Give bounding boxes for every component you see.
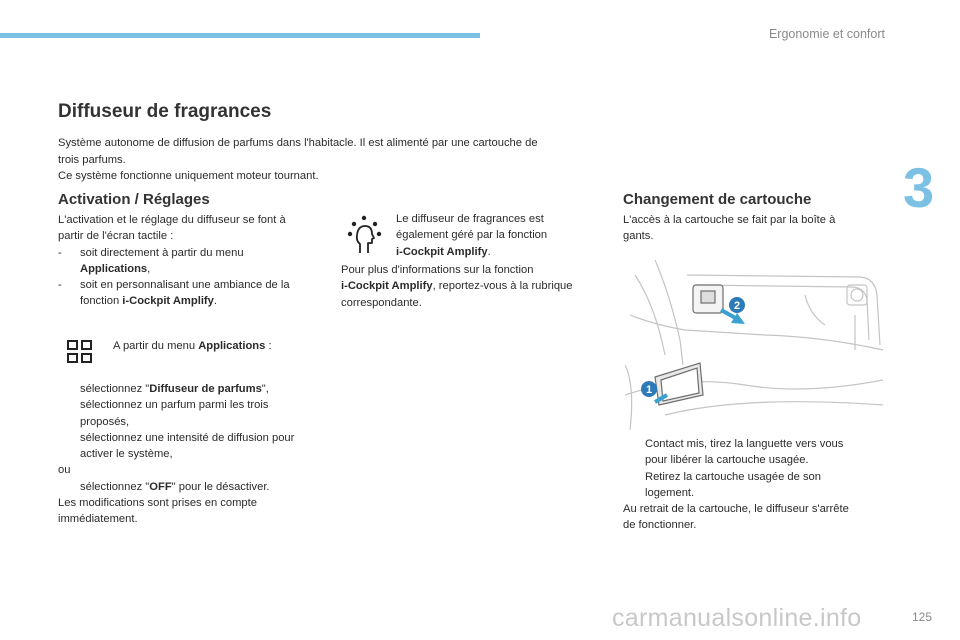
activation-intro — [58, 212, 328, 310]
step-item — [58, 430, 333, 463]
text-line: Retirez la cartouche usagée de son — [645, 470, 822, 483]
cartridge-heading: Changement de cartouche — [623, 191, 812, 208]
text-prefix: A partir du menu — [113, 340, 199, 352]
more-info — [341, 262, 611, 311]
activation-steps — [58, 381, 333, 528]
text-line — [341, 278, 611, 294]
activation-heading: Activation / Réglages — [58, 191, 210, 208]
bold-term: Diffuseur de parfums — [149, 383, 262, 395]
bold-term: i-Cockpit Amplify — [341, 280, 433, 293]
text-line: Le diffuseur de fragrances est — [396, 213, 544, 225]
step-item — [58, 479, 333, 495]
text-line — [80, 381, 269, 397]
text-prefix: sélectionnez " — [80, 383, 150, 395]
text-line — [80, 293, 290, 309]
dash-item — [58, 277, 328, 310]
intro-paragraph — [58, 135, 618, 185]
text-line: Les modifications sont prises en compte — [58, 497, 257, 510]
step-item — [623, 436, 883, 469]
dash-marker: - — [58, 279, 62, 292]
bold-term: Applications — [198, 340, 266, 352]
bold-term: Applications — [80, 262, 148, 275]
page-number: 125 — [912, 610, 933, 624]
text-tail: . — [213, 295, 217, 308]
text-line: Pour plus d'informations sur la fonction — [341, 264, 534, 276]
text-tail: . — [487, 245, 491, 258]
bullet-icon — [58, 397, 80, 430]
text-tail: , — [147, 262, 151, 275]
text-line: activer le système, — [80, 448, 173, 461]
text-line: soit directement à partir du menu — [80, 246, 244, 259]
text-tail: " pour le désactiver. — [171, 480, 270, 493]
callout-2-label: 2 — [733, 300, 741, 312]
section-title: Ergonomie et confort — [768, 27, 885, 41]
intro-line: Ce système fonctionne uniquement moteur tournant. — [58, 170, 319, 182]
text-line: logement. — [645, 486, 695, 499]
bullet-icon — [58, 381, 80, 397]
text-line: immédiatement. — [58, 513, 138, 526]
menu-instruction — [113, 340, 272, 352]
text-line: sélectionnez une intensité de diffusion pour — [80, 431, 295, 444]
info-note — [396, 211, 606, 260]
text-prefix: fonction — [80, 295, 123, 308]
glovebox-illustration — [625, 255, 885, 430]
bullet-icon — [623, 469, 645, 502]
bullet-icon — [58, 479, 80, 495]
intro-line: Système autonome de diffusion de parfums dans l'habitacle. Il est alimenté par une cartouche de — [58, 137, 538, 149]
text-line: soit en personnalisant une ambiance de la — [80, 279, 290, 292]
callout-1-label: 1 — [645, 384, 653, 396]
or-text: ou — [58, 464, 71, 477]
apps-grid-icon — [67, 340, 93, 364]
dash-marker: - — [58, 246, 62, 259]
text-line — [396, 244, 606, 260]
page-title: Diffuseur de fragrances — [58, 101, 272, 122]
chapter-number: 3 — [903, 156, 935, 219]
text-line: gants. — [623, 230, 654, 243]
bold-term: OFF — [149, 480, 172, 493]
bold-term: i-Cockpit Amplify — [396, 245, 488, 258]
text-line: Contact mis, tirez la languette vers vous — [645, 438, 844, 450]
header-accent-bar — [0, 33, 480, 38]
bold-term: i-Cockpit Amplify — [122, 295, 214, 308]
text-line: Au retrait de la cartouche, le diffuseur s'arrête — [623, 503, 849, 516]
text-line: pour libérer la cartouche usagée. — [645, 454, 809, 467]
text-line: de fonctionner. — [623, 519, 697, 532]
cartridge-steps — [623, 436, 883, 534]
text-line: proposés, — [80, 415, 130, 428]
person-fragrance-icon — [344, 210, 384, 256]
text-line: L'accès à la cartouche se fait par la boîte à — [623, 214, 836, 226]
text-line: partir de l'écran tactile : — [58, 230, 174, 243]
text-line — [80, 261, 244, 277]
watermark: carmanualsonline.info — [612, 604, 862, 632]
dash-item — [58, 245, 328, 278]
step-item — [58, 381, 333, 397]
text-line: également géré par la fonction — [396, 229, 548, 242]
text-line: sélectionnez un parfum parmi les trois — [80, 399, 269, 412]
text-tail: ", — [261, 383, 269, 395]
bullet-icon — [623, 436, 645, 469]
text-line: correspondante. — [341, 296, 422, 309]
step-item — [623, 469, 883, 502]
text-tail: : — [265, 340, 272, 352]
cartridge-intro — [623, 212, 883, 245]
step-item — [58, 397, 333, 430]
intro-line: trois parfums. — [58, 153, 126, 166]
bullet-icon — [58, 430, 80, 463]
text-line — [80, 479, 270, 495]
text-prefix: sélectionnez " — [80, 480, 150, 493]
text-line: L'activation et le réglage du diffuseur se font à — [58, 214, 286, 226]
text-tail: , reportez-vous à la rubrique — [432, 280, 573, 293]
